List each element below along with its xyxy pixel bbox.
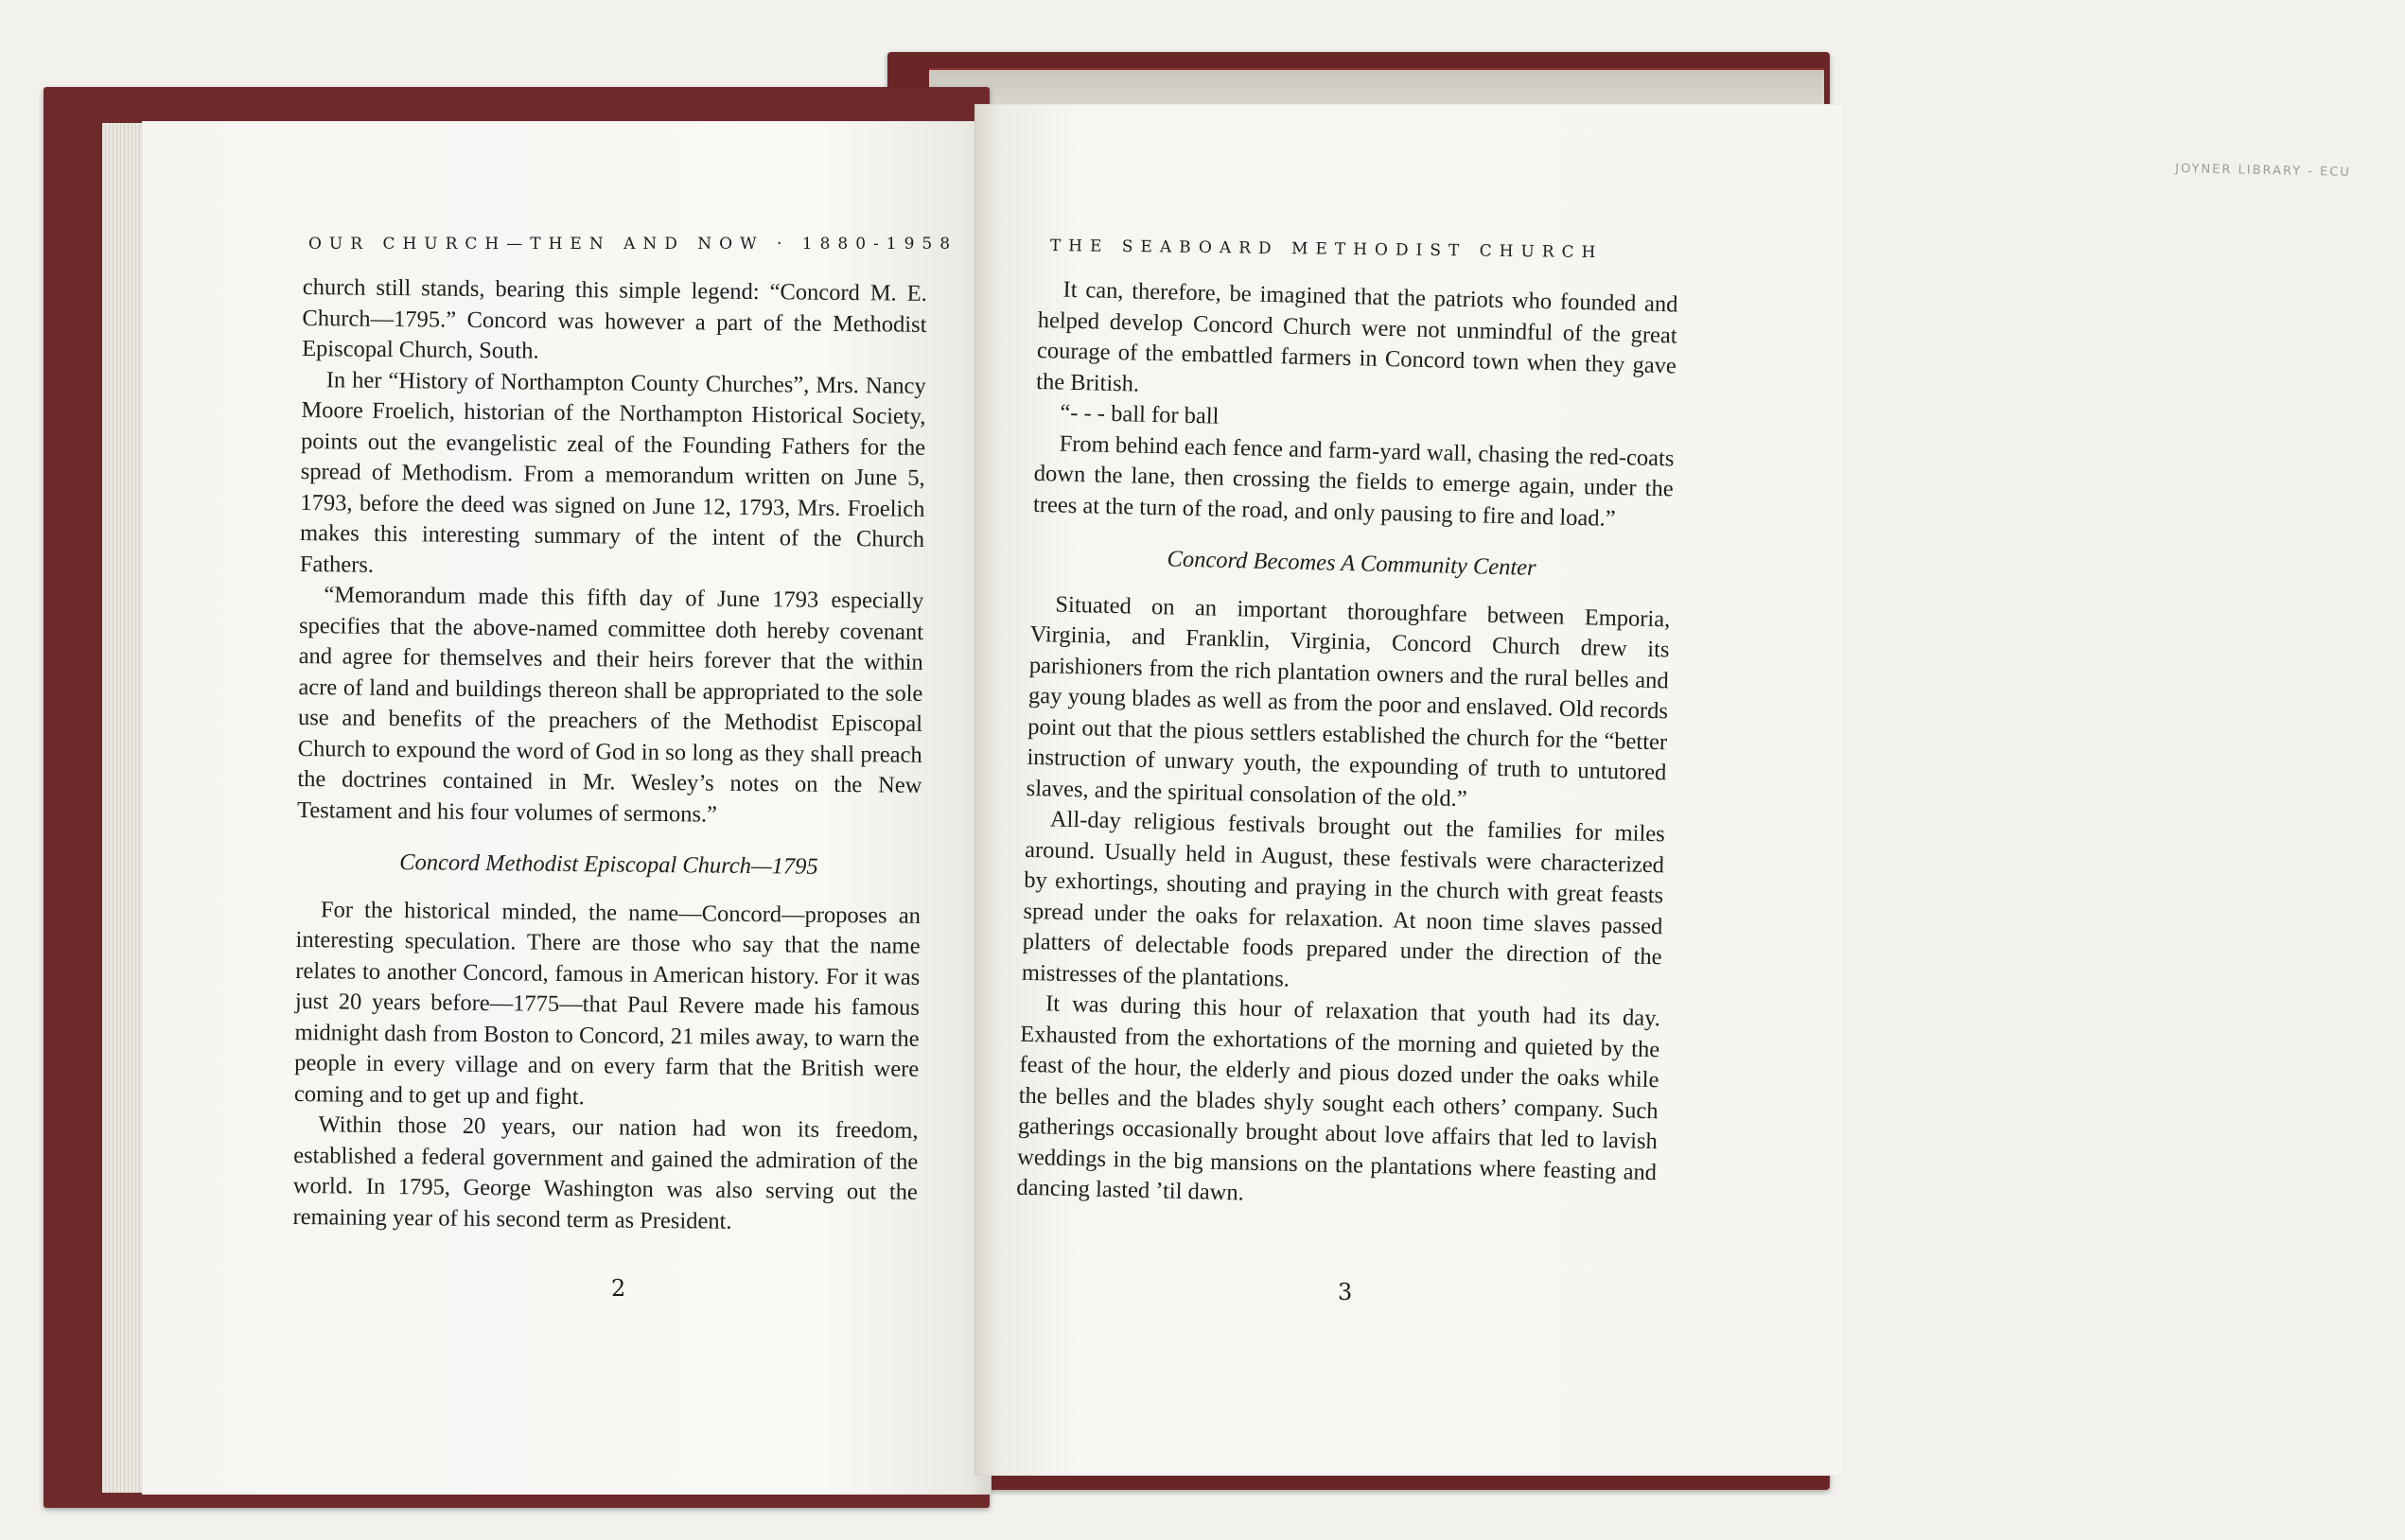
right-page — [974, 104, 1845, 1476]
paragraph: It was during this hour of relaxation that youth had its day. Exhausted from the exhortations of the morning and quieted by the feast of the hour, the elderly and pious dozed under the oaks while the belles and the blades shyly sought each others’ company. Such gatherings occasionally brought about love affairs that led to lavish weddings in the big mansions on the plantations where feasting and dancing lasted ’til dawn. — [1016, 990, 1661, 1206]
right-page-number: 3 — [1338, 1279, 1353, 1305]
left-running-head: OUR CHURCH—THEN AND NOW · 1880-1958 — [308, 235, 958, 254]
page-edges-left — [102, 123, 146, 1493]
left-page-number: 2 — [611, 1275, 626, 1302]
paragraph: Within those 20 years, our nation had won its freedom, established a federal government and gained the admiration of the world. In 1795, George Washington was also serving out the remaining year of his second term as President. — [292, 1111, 919, 1234]
paragraph: “Memorandum made this fifth day of June 1793 especially specifies that the above-named committee doth hereby covenant and agree for themselves and their heirs forever that the within acre of land and buildings thereon shall be appropriated to the sole use and benefits of the preachers of the Methodist Episcopal Church to expound the word of God in so long as they shall preach the doctrines contained in Mr. Wesley’s notes on the New Testament and his four volumes of sermons.” — [296, 582, 924, 828]
paragraph: From behind each fence and farm-yard wall, chasing the red-coats down the lane, then crossing the fields to emerge again, under the trees at the turn of the road, and only pausing to fire and load.” — [1032, 430, 1675, 532]
library-stamp: JOYNER LIBRARY - ECU — [2175, 162, 2352, 180]
paragraph: For the historical minded, the name—Concord—proposes an interesting speculation. There are those who say that the name relates to another Concord, famous in American history. For it was just 20 years before—1775—that Paul Revere made his famous midnight dash from Boston to Concord, 21 miles away, to warn the people in every village and on every farm that the British were coming and to get up and fight. — [293, 896, 922, 1110]
paragraph: In her “History of Northampton County Churches”, Mrs. Nancy Moore Froelich, historian of the Northampton Historical Society, points out the evangelistic zeal of the Founding Fathers for the spread of Methodism. From a memorandum written on June 5, 1793, before the deed was signed on June 12, 1793, Mrs. Froelich makes this interesting summary of the intent of the Church Fathers. — [299, 366, 926, 578]
left-page — [142, 121, 992, 1495]
left-text-column — [292, 272, 927, 1239]
left-section-heading: Concord Methodist Episcopal Church—1795 — [399, 849, 818, 880]
paragraph: It can, therefore, be imagined that the patriots who founded and helped develop Concord Church were not unmindful of the great courage of the embattled farmers in Concord town when they gave the British. — [1035, 276, 1678, 397]
right-text-column — [1016, 274, 1678, 1219]
paragraph: church still stands, bearing this simple legend: “Concord M. E. Church—1795.” Concord was however a part of the Methodist Episcopal Church, South. — [302, 273, 927, 364]
right-running-head: THE SEABOARD METHODIST CHURCH — [1049, 236, 1604, 263]
paragraph: Situated on an important thoroughfare between Emporia, Virginia, and Franklin, Virginia, Concord Church drew its parishioners from the rich plantation owners and the rural belles and gay young blades as well as from the poor and enslaved. Old records point out that the pious settlers established the church for the “better instruction of unwary youth, the expounding of truth to untutored slaves, and the spiritual consolation of the old.” — [1026, 591, 1671, 812]
paragraph: “- - - ball for ball — [1060, 399, 1220, 429]
right-section-heading: Concord Becomes A Community Center — [1167, 546, 1536, 581]
paragraph: All-day religious festivals brought out the families for miles around. Usually held in August, these festivals were characterized by exhortings, shouting and praying in the church with great feasts spread under the oaks for relaxation. At noon time slaves passed platters of delectable foods prepared under the direction of the mistresses of the plantations. — [1021, 806, 1666, 992]
